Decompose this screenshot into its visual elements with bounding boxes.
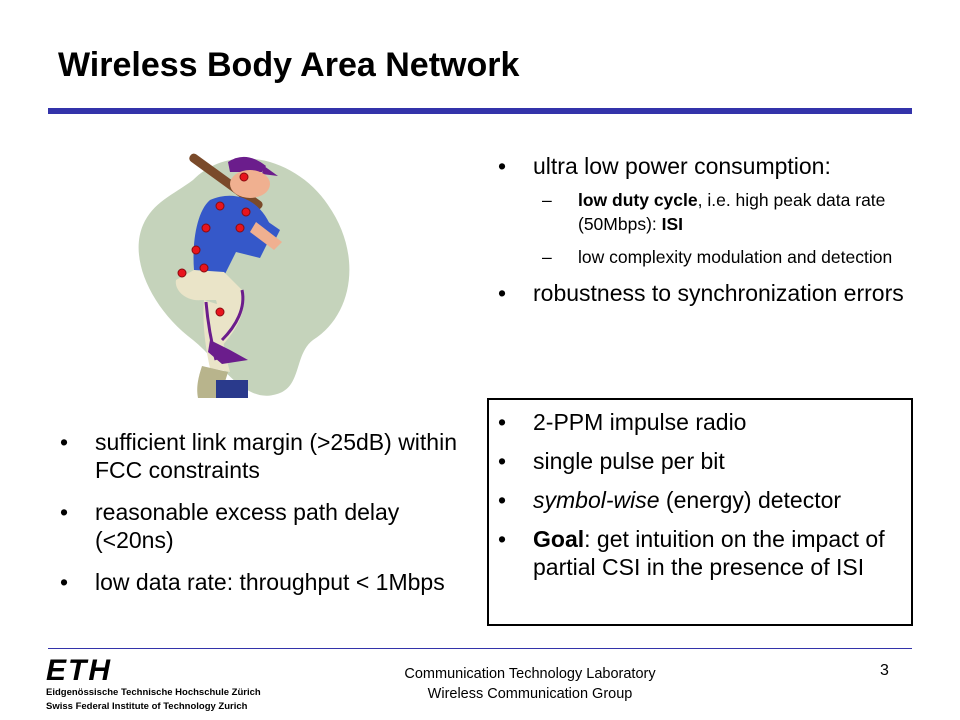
goal-text: : get intuition on the impact of partial CSI in the presence of ISI xyxy=(533,526,885,580)
bullet-single-pulse: • single pulse per bit xyxy=(498,447,903,475)
baseball-player-illustration xyxy=(98,140,368,400)
title-divider xyxy=(48,108,912,114)
bullet-data-rate: • low data rate: throughput < 1Mbps xyxy=(60,568,460,596)
footer-divider xyxy=(48,648,912,649)
duty-cycle-text: , i.e. high peak data rate (50Mbps): xyxy=(578,190,886,234)
link-requirements-list xyxy=(60,428,460,610)
footer-group: Wireless Communication Group xyxy=(427,686,633,702)
bullet-goal xyxy=(498,525,903,581)
sub-bullet-modulation: – low complexity modulation and detection xyxy=(542,245,908,269)
slide-title: Wireless Body Area Network xyxy=(58,46,520,84)
bullet-robustness: • robustness to synchronization errors xyxy=(498,279,908,307)
isi-bold: ISI xyxy=(661,214,684,234)
page-number: 3 xyxy=(880,662,889,679)
bullet-path-delay: • reasonable excess path delay (<20ns) xyxy=(60,498,460,554)
bullet-link-margin: • sufficient link margin (>25dB) within FCC constraints xyxy=(60,428,460,484)
detector-text: (energy) detector xyxy=(659,487,842,513)
eth-logo xyxy=(42,656,272,716)
duty-cycle-bold: low duty cycle xyxy=(578,190,698,210)
logo-line-2: Swiss Federal Institute of Technology Zurich xyxy=(46,701,248,712)
footer-caption xyxy=(380,664,680,704)
sub-bullet-duty-cycle xyxy=(542,188,908,236)
bullet-detector xyxy=(498,486,903,514)
logo-line-1: Eidgenössische Technische Hochschule Zürich xyxy=(46,687,261,698)
bullet-ppm: • 2-PPM impulse radio xyxy=(498,408,903,436)
logo-mark: ETH xyxy=(46,656,110,687)
bullet-power: • ultra low power consumption: xyxy=(498,152,908,180)
goal-bold: Goal xyxy=(533,526,585,552)
approach-list xyxy=(498,408,903,592)
footer-lab: Communication Technology Laboratory xyxy=(404,666,656,682)
requirements-list xyxy=(498,152,908,315)
detector-italic: symbol-wise xyxy=(533,487,660,513)
